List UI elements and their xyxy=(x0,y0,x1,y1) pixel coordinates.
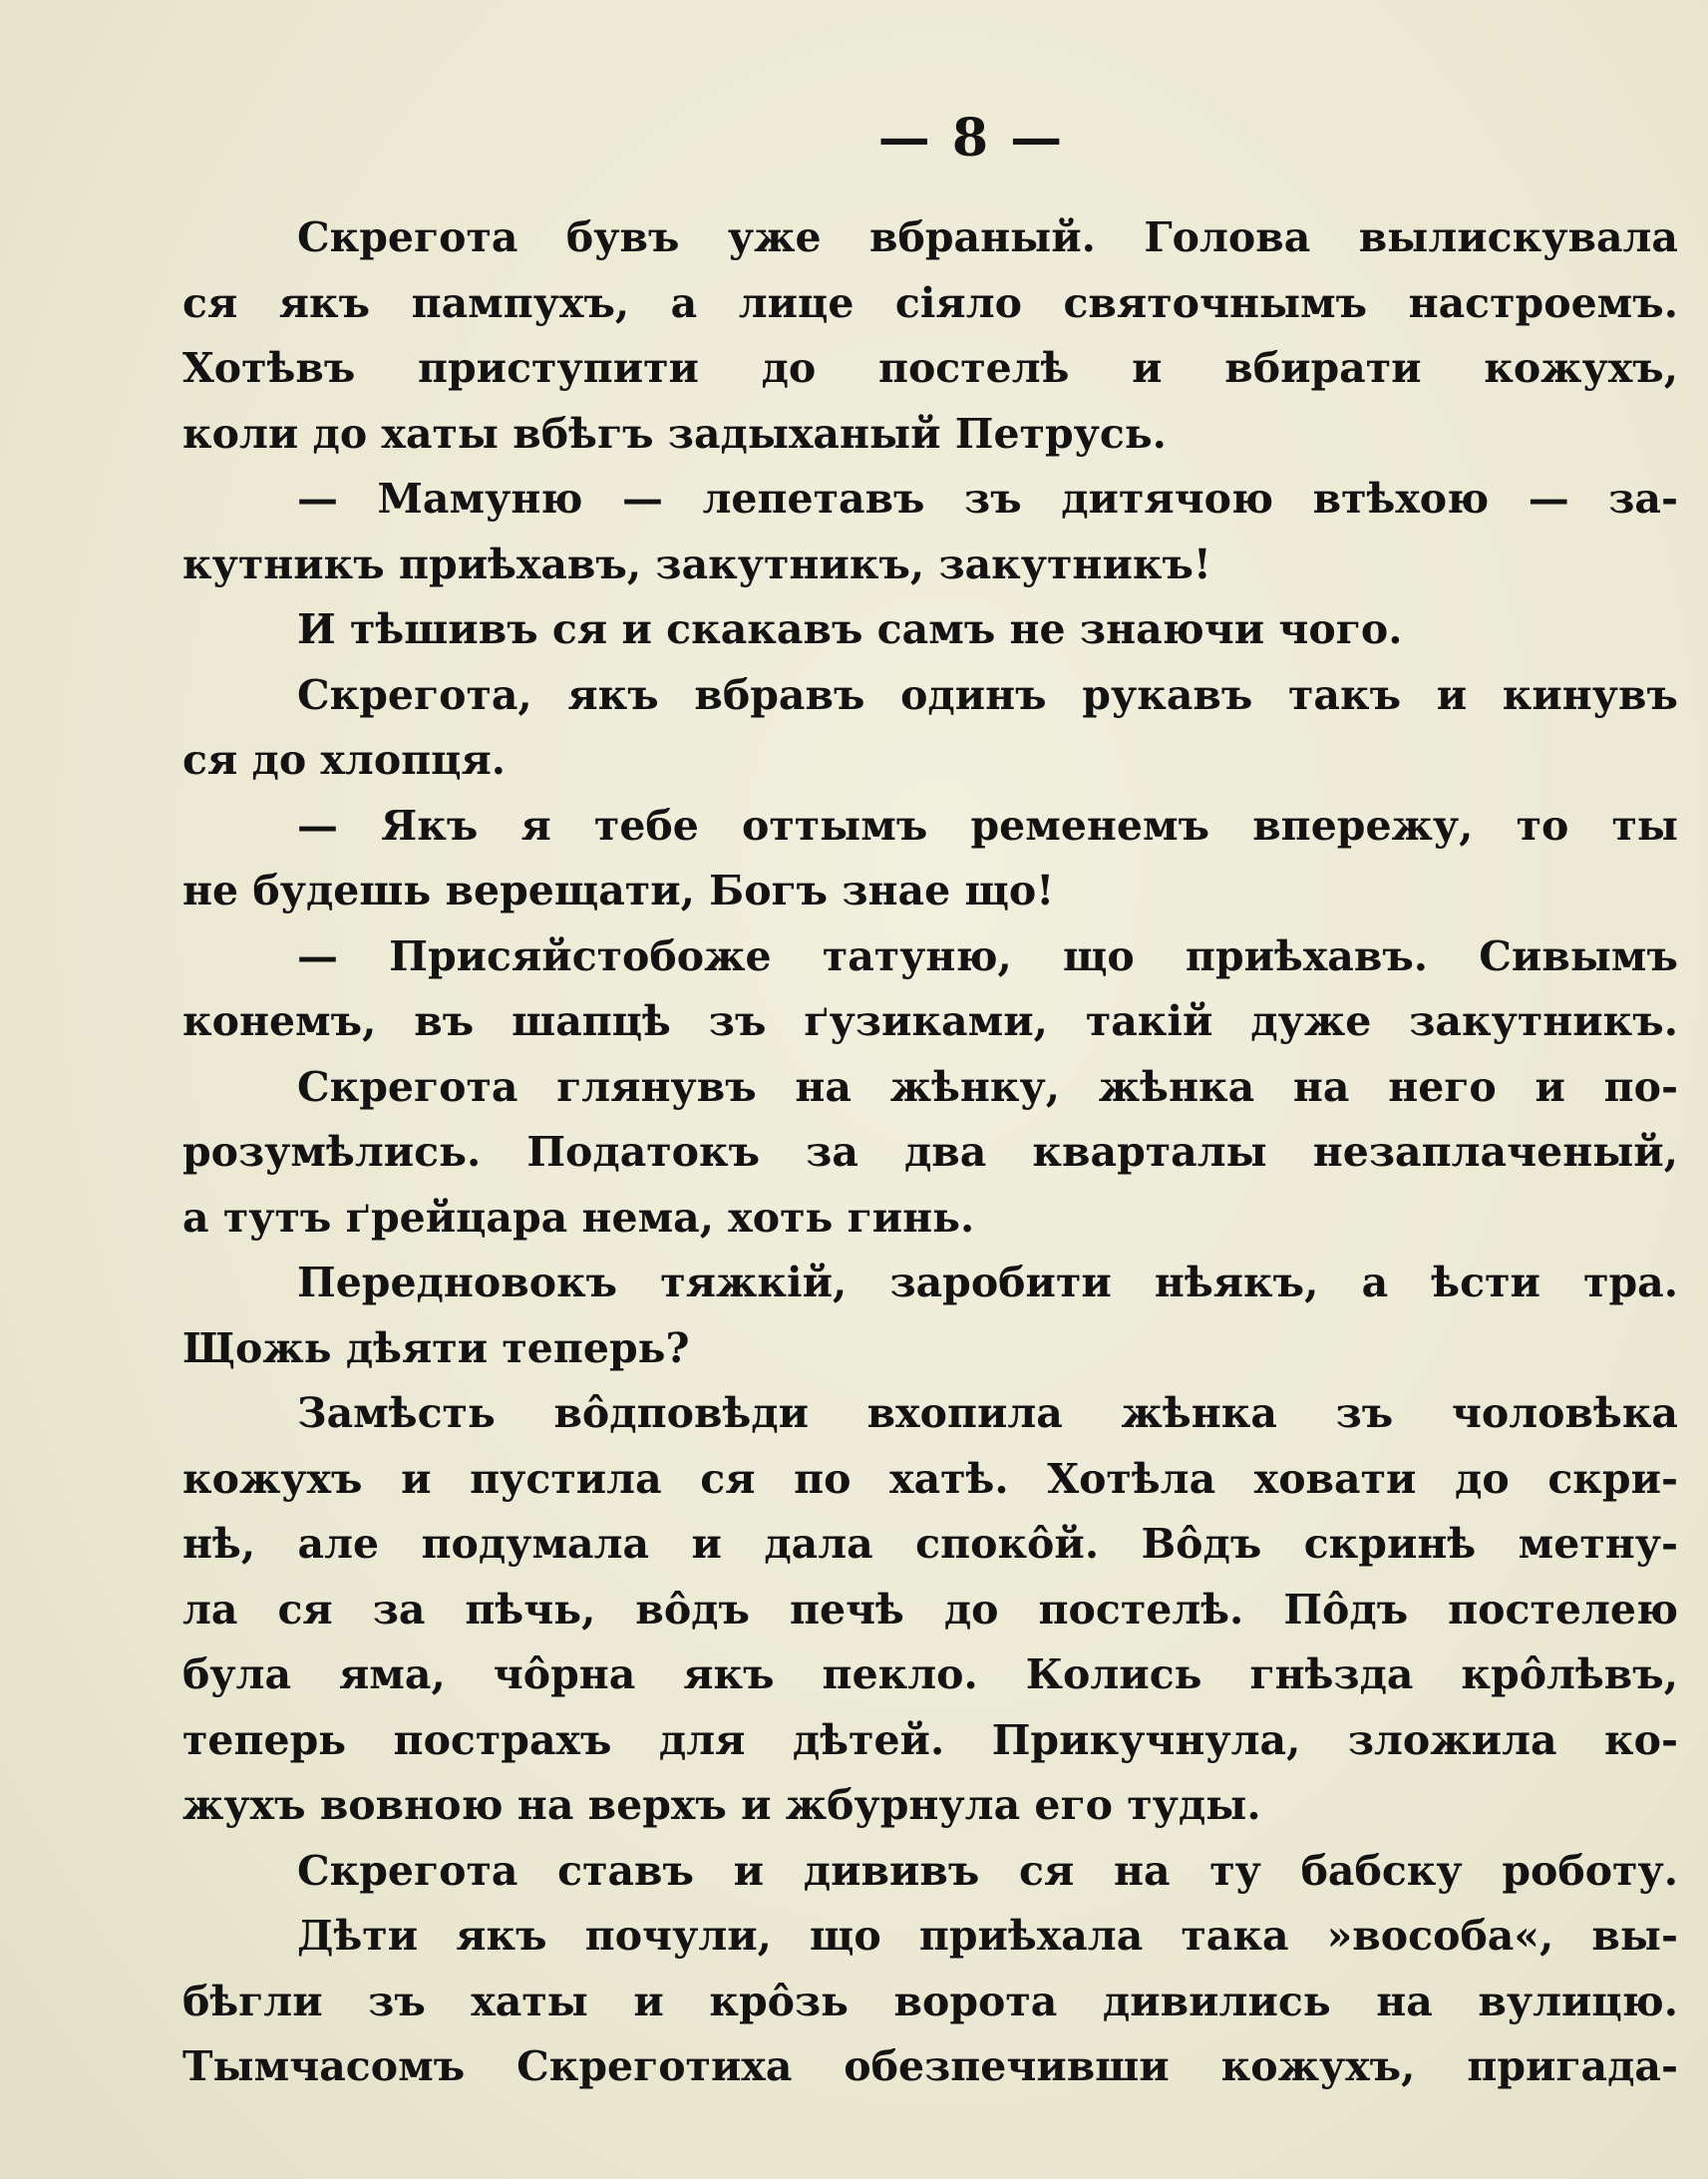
text-line: Замѣсть вôдповѣди вхопила жѣнка зъ чоловѣка xyxy=(297,1389,1678,1437)
text-line: ся до хлопця. xyxy=(182,736,507,784)
text-line: коли до хаты вбѣгъ задыханый Петрусь. xyxy=(182,409,1167,458)
text-line: — Присяйстобоже татуню, що приѣхавъ. Сивымъ xyxy=(297,931,1678,980)
text-line: жухъ вовною на верхъ и жбурнула его туды. xyxy=(182,1781,1261,1829)
text-line: — Мамуню — лепетавъ зъ дитячою втѣхою — за- xyxy=(297,475,1678,523)
text-line: кожухъ и пустила ся по хатѣ. Хотѣла ховати до скри- xyxy=(182,1454,1678,1503)
text-line: бѣгли зъ хаты и крôзь ворота дивились на вулицю. xyxy=(182,1977,1678,2025)
text-line: кутникъ приѣхавъ, закутникъ, закутникъ! xyxy=(182,540,1211,588)
text-line: не будешь верещати, Богъ знае що! xyxy=(182,867,1055,914)
text-line: Скрегота глянувъ на жѣнку, жѣнка на него и по- xyxy=(297,1062,1678,1111)
text-line: розумѣлись. Податокъ за два кварталы незаплаченый, xyxy=(182,1128,1678,1176)
text-line: а тутъ ґрейцара нема, хоть гинь. xyxy=(182,1193,975,1242)
text-line: Передновокъ тяжкій, заробити нѣякъ, а ѣсти тра. xyxy=(297,1259,1678,1306)
text-line: теперь пострахъ для дѣтей. Прикучнула, зложила ко- xyxy=(182,1715,1678,1764)
text-line: Скрегота ставъ и дививъ ся на ту бабску роботу. xyxy=(297,1846,1678,1895)
text-line: Щожь дѣяти теперь? xyxy=(182,1323,690,1372)
text-line: И тѣшивъ ся и скакавъ самъ не знаючи чого. xyxy=(297,605,1403,653)
text-line: Дѣти якъ почули, що приѣхала така »вособа«, вы- xyxy=(297,1912,1678,1960)
text-line: Скрегота бувъ уже вбраный. Голова вылискувала xyxy=(297,213,1678,261)
text-line: Тымчасомъ Скреготиха обезпечивши кожухъ, пригада- xyxy=(182,2042,1678,2090)
text-line: конемъ, въ шапцѣ зъ ґузиками, такій дуже закутникъ. xyxy=(182,997,1678,1045)
page-number: — 8 — xyxy=(877,108,1065,169)
text-line: ся якъ пампухъ, а лице сіяло святочнымъ настроемъ. xyxy=(182,278,1678,327)
text-line: нѣ, але подумала и дала спокôй. Вôдъ скринѣ метну- xyxy=(182,1520,1678,1568)
text-line: була яма, чôрна якъ пекло. Колись гнѣзда крôлѣвъ, xyxy=(182,1650,1678,1698)
text-line: ла ся за пѣчь, вôдъ печѣ до постелѣ. Пôдъ постелею xyxy=(182,1585,1678,1634)
body-text xyxy=(182,205,1678,2100)
text-line: Хотѣвъ приступити до постелѣ и вбирати кожухъ, xyxy=(182,344,1678,392)
text-line: Скрегота, якъ вбравъ одинъ рукавъ такъ и кинувъ xyxy=(297,670,1678,719)
text-line: — Якъ я тебе оттымъ ременемъ вперeжу, то ты xyxy=(297,801,1678,850)
